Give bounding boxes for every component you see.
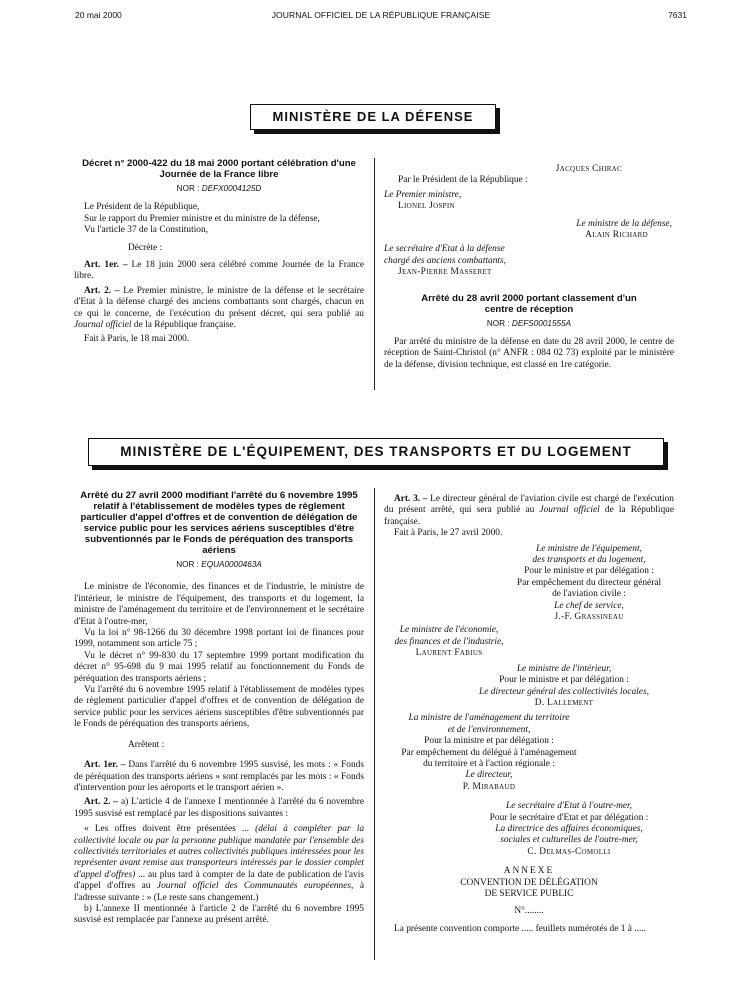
signature-economie: Le ministre de l'économie, des finances et de l'industrie, Laurent Fabius: [394, 625, 504, 659]
decret-title: Décret n° 2000-422 du 18 mai 2000 portant célébration d'une Journée de la France libre: [82, 158, 356, 180]
arrete-art3: Art. 3. – Le directeur général de l'aviation civile est chargé de l'exécution du présent arrêté, qui sera publié au Journal officiel de la République française.: [384, 494, 675, 527]
convention-number: N°........: [514, 906, 544, 917]
signature-amenagement: La ministre de l'aménagement du territoire et de l'environnement, Pour la ministre et par délégation : Par empêchement du délégué à l'aménagement du territoire et à l'action régionale : Le directeur, P. Mirabaud: [401, 713, 577, 792]
decrete-label: Décrète :: [128, 242, 163, 253]
arrete-equipement-continued: [384, 494, 674, 935]
signature-equipement: Le ministre de l'équipement, des transports et du logement, Pour le ministre et par délégation : Par empêchement du directeur général de l'aviation civile : Le chef de service, J.-F. Grassineau: [516, 543, 662, 623]
defense-minister-name: Alain Richard: [585, 230, 648, 241]
secretary-name: Jean-Pierre Masseret: [398, 267, 492, 278]
decret-block: [74, 158, 364, 346]
arrete-equipement-title: Arrêté du 27 avril 2000 modifiant l'arrêté du 6 novembre 1995 relatif à l'établissement de modèles types de règlement particulier d'appel d'offres et de convention de délégation de service public pour les services aériens susceptibles d'être subventionnés par le Fonds de péréquation des transports aériens: [80, 490, 358, 556]
decret-art2: Art. 2. – Le Premier ministre, le ministre de la défense et le secrétaire d'Etat à la défense chargé des anciens combattants sont chargés, chacun en ce qui le concerne, de l'exécution du présent décret, qui sera publié au Journal officiel de la République française.: [74, 285, 364, 331]
ministry-heading-equipement: MINISTÈRE DE L'ÉQUIPEMENT, DES TRANSPORTS ET DU LOGEMENT: [88, 438, 664, 466]
decret-art1: Art. 1er. – Le 18 juin 2000 sera célébré comme Journée de la France libre.: [74, 260, 364, 282]
decret-nor: NOR : DEFX0004125D: [176, 184, 262, 193]
par-le-president: Par le Président de la République :: [398, 175, 528, 186]
issue-date: 20 mai 2000: [75, 10, 122, 20]
arrete-equipement-nor: NOR : EQUA0000463A: [176, 560, 262, 569]
arrete-art2-a: Art. 2. – a) L'article 4 de l'annexe I mentionnée à l'arrêté du 6 novembre 1995 susvisé est remplacé par les dispositions suivantes :: [74, 797, 365, 819]
arrete-defense-text: Par arrêté du ministre de la défense en date du 28 avril 2000, le centre de réception de Saint-Christol (n° ANFR : 084 02 73) exploité par le ministère de la défense, division technique, est classé en 1re catégorie.: [384, 337, 674, 370]
president-name: Jacques Chirac: [555, 164, 622, 174]
decret-signatures: [384, 164, 674, 371]
arrete-defense-nor: NOR : DEFS0001555A: [486, 318, 572, 328]
column-divider: [374, 158, 375, 390]
decret-fait: Fait à Paris, le 18 mai 2000.: [84, 334, 190, 345]
convention-text: La présente convention comporte ..... feuillets numérotés de 1 à .....: [394, 923, 647, 934]
arrete-p3: Vu le décret n° 99-830 du 17 septembre 1999 portant modification du décret n° 95-698 du 9 mai 1995 relatif au fonctionnement du Fonds de péréquation des transports aériens ;: [74, 650, 364, 684]
annexe-title: ANNEXE: [503, 866, 555, 877]
secretary-title-1: Le secrétaire d'Etat à la défense: [384, 244, 505, 255]
decret-p1: Le Président de la République,: [84, 202, 200, 213]
pm-name: Lionel Jospin: [398, 201, 455, 212]
arrete-p4: Vu l'arrêté du 6 novembre 1995 relatif à l'établissement de modèles types de règlement particulier d'appel d'offres et de convention de délégation de service public pour les services aériens susceptibles d'être subventionnés par le Fonds de péréquation des transports aériens,: [74, 685, 364, 730]
signature-interieur: Le ministre de l'intérieur, Pour le ministre et par délégation : Le directeur général des collectivités locales, D. Lallement: [479, 663, 649, 708]
pm-title: Le Premier ministre,: [384, 189, 462, 200]
arrete-equipement-block: [74, 490, 364, 927]
arrete-defense-title: Arrêté du 28 avril 2000 portant classement d'un centre de réception: [421, 292, 637, 315]
arrete-p1: Le ministre de l'économie, des finances et de l'industrie, le ministre de l'intérieur, le ministre de l'équipement, des transports et du logement, la ministre de l'aménagement du territoire et de l'environnement et le secrétaire d'Etat à l'outre-mer,: [74, 582, 364, 627]
signature-outre-mer: Le secrétaire d'Etat à l'outre-mer, Pour le secrétaire d'Etat et par délégation : La directrice des affaires économiques, sociales et culturelles de l'outre-mer, C. Delmas-Comolli: [489, 801, 649, 857]
arretent-label: Arrêtent :: [128, 739, 165, 750]
arrete-art2-b: b) L'annexe II mentionnée à l'article 2 de l'arrêté du 6 novembre 1995 susvisé est remplacée par l'annexe au présent arrêté.: [74, 903, 364, 926]
running-header: [75, 10, 687, 24]
page-number: 7631: [668, 10, 687, 20]
decret-p2: Sur le rapport du Premier ministre et du ministre de la défense,: [84, 213, 320, 224]
arrete-art1: Art. 1er. – Dans l'arrêté du 6 novembre 1995 susvisé, les mots : « Fonds de péréquation des transports aériens » sont remplacés par les mots : « Fonds d'intervention pour les aéroports et le transport aérien ».: [74, 760, 365, 793]
arrete-p2: Vu la loi n° 98-1266 du 30 décembre 1998 portant loi de finances pour 1999, notamment son article 75 ;: [74, 628, 364, 650]
convention-title-1: CONVENTION DE DÉLÉGATION: [460, 877, 598, 888]
decret-p3: Vu l'article 37 de la Constitution,: [84, 225, 209, 236]
arrete-fait: Fait à Paris, le 27 avril 2000.: [394, 528, 503, 539]
journal-title: JOURNAL OFFICIEL DE LA RÉPUBLIQUE FRANÇAISE: [271, 10, 491, 20]
defense-minister-title: Le ministre de la défense,: [576, 218, 672, 229]
ministry-heading-defense: MINISTÈRE DE LA DÉFENSE: [250, 104, 496, 130]
arrete-quote: « Les offres doivent être présentées ... (délai à compléter par la collectivité locale ou par la personne publique mandatée par l'ensemble des collectivités territoriales et autres collectivités publiques intéressées pour les représenter avant remise aux transporteurs intéressés par le dossier complet d'appel d'offres) ... au plus tard à compter de la date de publication de l'avis d'appel d'offres au Journal officiel des Communautés européennes, à l'adresse suivante : » (Le reste sans changement.): [74, 824, 365, 903]
secretary-title-2: chargé des anciens combattants,: [384, 255, 507, 266]
convention-title-2: DE SERVICE PUBLIC: [484, 889, 574, 899]
